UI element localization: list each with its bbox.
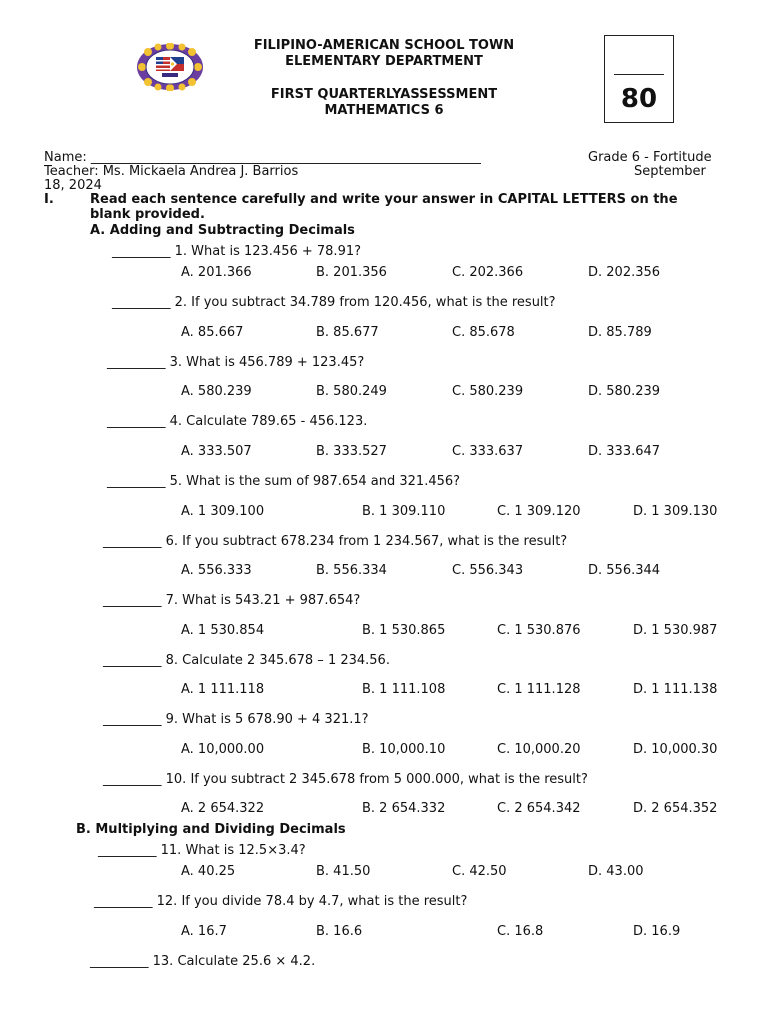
question-6-choice-a: A. 556.333 xyxy=(181,563,252,578)
question-4-choice-b: B. 333.527 xyxy=(316,444,387,459)
question-12-stem[interactable]: _________ 12. If you divide 78.4 by 4.7, what is the result? xyxy=(94,894,468,909)
teacher-line: Teacher: Ms. Mickaela Andrea J. Barrios xyxy=(44,164,299,179)
assessment-title: FIRST QUARTERLYASSESSMENT xyxy=(270,87,498,102)
question-8-choice-c: C. 1 111.128 xyxy=(497,682,581,697)
question-4-choice-d: D. 333.647 xyxy=(588,444,661,459)
grade-section: Grade 6 - Fortitude xyxy=(588,150,712,165)
question-11-choice-a: A. 40.25 xyxy=(181,864,236,879)
question-2-choice-d: D. 85.789 xyxy=(588,325,652,340)
question-9-choice-d: D. 10,000.30 xyxy=(633,742,718,757)
instruction-line-2: blank provided. xyxy=(90,207,205,222)
part-a-title: A. Adding and Subtracting Decimals xyxy=(90,223,355,238)
question-7-choice-a: A. 1 530.854 xyxy=(181,623,265,638)
question-3-choice-b: B. 580.249 xyxy=(316,384,387,399)
question-10-choice-d: D. 2 654.352 xyxy=(633,801,718,816)
subject-title: MATHEMATICS 6 xyxy=(324,103,444,118)
question-9-choice-c: C. 10,000.20 xyxy=(497,742,581,757)
question-1-choice-a: A. 201.366 xyxy=(181,265,252,280)
question-5-choice-d: D. 1 309.130 xyxy=(633,504,718,519)
section-numeral: I. xyxy=(44,192,54,207)
question-10-stem[interactable]: _________ 10. If you subtract 2 345.678 from 5 000.000, what is the result? xyxy=(103,772,588,787)
question-10-choice-b: B. 2 654.332 xyxy=(362,801,446,816)
question-12-choice-c: C. 16.8 xyxy=(497,924,544,939)
question-10-choice-c: C. 2 654.342 xyxy=(497,801,581,816)
question-8-choice-a: A. 1 111.118 xyxy=(181,682,265,697)
question-9-stem[interactable]: _________ 9. What is 5 678.90 + 4 321.1? xyxy=(103,712,369,727)
instruction-line-1: Read each sentence carefully and write your answer in CAPITAL LETTERS on the xyxy=(90,192,678,207)
question-7-choice-d: D. 1 530.987 xyxy=(633,623,718,638)
question-3-choice-a: A. 580.239 xyxy=(181,384,252,399)
question-10-choice-a: A. 2 654.322 xyxy=(181,801,265,816)
question-12-choice-a: A. 16.7 xyxy=(181,924,227,939)
question-8-choice-b: B. 1 111.108 xyxy=(362,682,446,697)
question-4-choice-c: C. 333.637 xyxy=(452,444,524,459)
question-7-choice-c: C. 1 530.876 xyxy=(497,623,581,638)
score-blank-line xyxy=(614,74,664,75)
question-5-choice-b: B. 1 309.110 xyxy=(362,504,446,519)
school-name: FILIPINO-AMERICAN SCHOOL TOWN xyxy=(253,38,515,53)
question-8-choice-d: D. 1 111.138 xyxy=(633,682,718,697)
name-field[interactable]: Name: ____________________________________________________________ xyxy=(44,150,481,165)
question-1-choice-c: C. 202.366 xyxy=(452,265,524,280)
question-1-choice-b: B. 201.356 xyxy=(316,265,387,280)
department-name: ELEMENTARY DEPARTMENT xyxy=(285,54,483,69)
question-1-choice-d: D. 202.356 xyxy=(588,265,661,280)
question-2-choice-b: B. 85.677 xyxy=(316,325,379,340)
question-6-choice-d: D. 556.344 xyxy=(588,563,661,578)
question-3-stem[interactable]: _________ 3. What is 456.789 + 123.45? xyxy=(107,355,365,370)
question-7-stem[interactable]: _________ 7. What is 543.21 + 987.654? xyxy=(103,593,361,608)
score-total: 80 xyxy=(620,84,658,114)
school-seal-logo xyxy=(136,43,204,91)
question-1-stem[interactable]: _________ 1. What is 123.456 + 78.91? xyxy=(112,244,362,259)
question-11-choice-c: C. 42.50 xyxy=(452,864,507,879)
question-9-choice-a: A. 10,000.00 xyxy=(181,742,265,757)
question-11-stem[interactable]: _________ 11. What is 12.5×3.4? xyxy=(98,843,306,858)
score-box xyxy=(604,35,674,123)
question-3-choice-c: C. 580.239 xyxy=(452,384,524,399)
question-2-choice-a: A. 85.667 xyxy=(181,325,244,340)
question-5-stem[interactable]: _________ 5. What is the sum of 987.654 and 321.456? xyxy=(107,474,461,489)
question-5-choice-a: A. 1 309.100 xyxy=(181,504,265,519)
question-7-choice-b: B. 1 530.865 xyxy=(362,623,446,638)
question-9-choice-b: B. 10,000.10 xyxy=(362,742,446,757)
question-4-choice-a: A. 333.507 xyxy=(181,444,252,459)
question-6-choice-c: C. 556.343 xyxy=(452,563,524,578)
date-month: September xyxy=(634,164,706,179)
question-6-stem[interactable]: _________ 6. If you subtract 678.234 from 1 234.567, what is the result? xyxy=(103,534,568,549)
part-b-title: B. Multiplying and Dividing Decimals xyxy=(76,822,346,837)
question-4-stem[interactable]: _________ 4. Calculate 789.65 - 456.123. xyxy=(107,414,368,429)
question-6-choice-b: B. 556.334 xyxy=(316,563,387,578)
question-2-stem[interactable]: _________ 2. If you subtract 34.789 from 120.456, what is the result? xyxy=(112,295,556,310)
question-12-choice-d: D. 16.9 xyxy=(633,924,681,939)
question-5-choice-c: C. 1 309.120 xyxy=(497,504,581,519)
question-13-stem[interactable]: _________ 13. Calculate 25.6 × 4.2. xyxy=(90,954,316,969)
question-8-stem[interactable]: _________ 8. Calculate 2 345.678 – 1 234.56. xyxy=(103,653,390,668)
question-2-choice-c: C. 85.678 xyxy=(452,325,515,340)
question-11-choice-b: B. 41.50 xyxy=(316,864,371,879)
question-12-choice-b: B. 16.6 xyxy=(316,924,363,939)
question-11-choice-d: D. 43.00 xyxy=(588,864,644,879)
date-day-year: 18, 2024 xyxy=(44,178,102,193)
question-3-choice-d: D. 580.239 xyxy=(588,384,661,399)
